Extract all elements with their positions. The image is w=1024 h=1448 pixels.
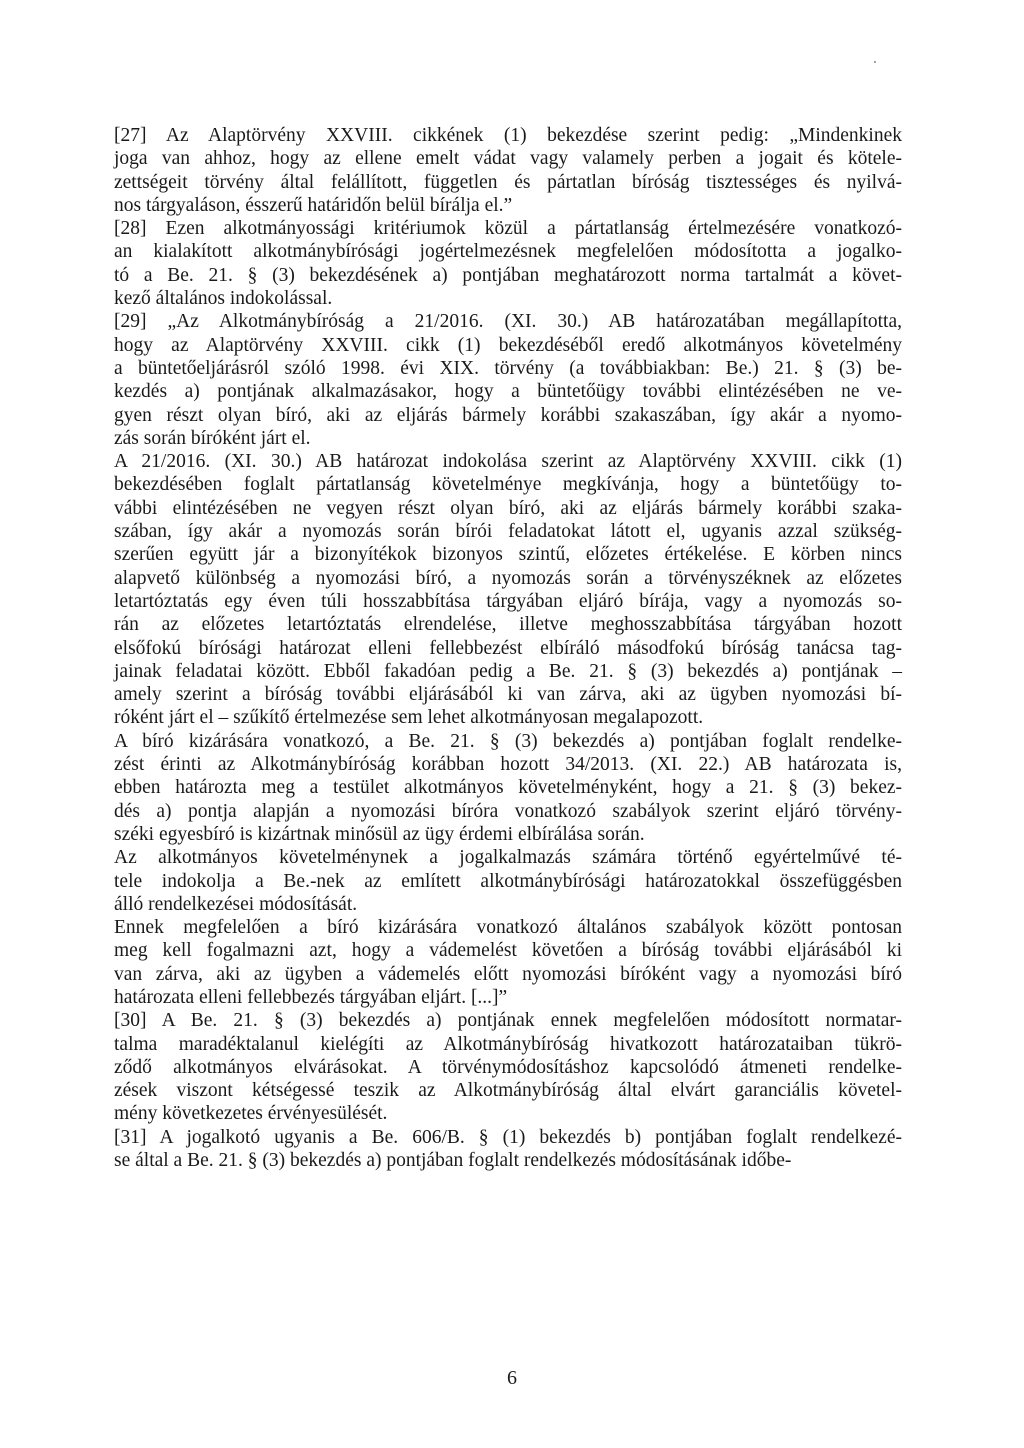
text-line: nos tárgyaláson, ésszerű határidőn belül bírálja el.” — [114, 194, 513, 216]
text-line: A 21/2016. (XI. 30.) AB határozat indokolása szerint az Alaptörvény XXVIII. cikk (1) — [114, 451, 902, 473]
text-line: tele indokolja a Be.-nek az említett alkotmánybírósági határozatokkal összefüggésben — [114, 870, 902, 892]
text-line: kezdés a) pontjának alkalmazásakor, hogy a büntetőügy további elintézésében ne ve- — [114, 381, 902, 403]
text-line: kező általános indokolással. — [114, 288, 333, 310]
scan-speck — [874, 61, 876, 63]
text-line: szerűen együtt jár a bizonyítékok bizonyos szintű, előzetes értékelése. E körben nincs — [114, 544, 902, 566]
text-line: van zárva, aki az ügyben a vádemelés előtt nyomozási bíróként vagy a nyomozási bíró — [114, 963, 902, 985]
text-line: meg kell fogalmazni azt, hogy a vádemelést követően a bíróság további eljárásából ki — [114, 940, 902, 962]
text-line: [27] Az Alaptörvény XXVIII. cikkének (1) bekezdése szerint pedig: „Mindenkinek — [114, 125, 902, 146]
text-line: Ennek megfelelően a bíró kizárására vonatkozó általános szabályok között pontosan — [114, 917, 902, 939]
text-line: A bíró kizárására vonatkozó, a Be. 21. § (3) bekezdés a) pontjában foglalt rendelke- — [114, 730, 902, 752]
text-line: [31] A jogalkotó ugyanis a Be. 606/B. § (1) bekezdés b) pontjában foglalt rendelkezé- — [114, 1126, 902, 1148]
text-line: mény következetes érvényesülését. — [114, 1103, 388, 1125]
text-line: an kialakított alkotmánybírósági jogértelmezésnek megfelelően módosította a jogalko- — [114, 241, 902, 263]
text-line: széki egyesbíró is kizártnak minősül az ügy érdemi elbírálása során. — [114, 823, 645, 845]
text-line: se által a Be. 21. § (3) bekezdés a) pontjában foglalt rendelkezés módosításának időbe- — [114, 1150, 792, 1172]
text-line: zést érinti az Alkotmánybíróság korábban hozott 34/2013. (XI. 22.) AB határozata is, — [114, 754, 902, 776]
text-line: gyen részt olyan bíró, aki az eljárás bármely korábbi szakaszában, így akár a nyomo- — [114, 404, 902, 426]
text-line: [28] Ezen alkotmányossági kritériumok közül a pártatlanság értelmezésére vonatkozó- — [114, 218, 902, 240]
text-line: elsőfokú bírósági határozat elleni fellebbezést elbíráló másodfokú bíróság tanácsa tag- — [114, 637, 902, 659]
text-line: bekezdésében foglalt pártatlanság követelménye megkívánja, hogy a büntetőügy to- — [114, 474, 902, 496]
text-line: letartóztatás egy éven túli hosszabbítása tárgyában eljáró bírája, vagy a nyomozás so- — [114, 590, 902, 612]
text-line: rán az előzetes letartóztatás elrendelése, illetve meghosszabbítása tárgyában hozott — [114, 614, 902, 636]
text-line: zések viszont kétségessé teszik az Alkotmánybíróság által elvárt garanciális követel- — [114, 1080, 902, 1102]
text-line: tó a Be. 21. § (3) bekezdésének a) pontjában meghatározott norma tartalmát a követ- — [114, 264, 902, 286]
text-line: határozata elleni fellebbezés tárgyában eljárt. [...]” — [114, 986, 508, 1008]
text-line: dés a) pontja alapján a nyomozási bíróra vonatkozó szabályok szerint eljáró törvény- — [114, 800, 902, 822]
text-line: [30] A Be. 21. § (3) bekezdés a) pontjának ennek megfelelően módosított normatar- — [114, 1010, 902, 1032]
text-line: a büntetőeljárásról szóló 1998. évi XIX. törvény (a továbbiakban: Be.) 21. § (3) be- — [114, 357, 902, 379]
text-line: jainak feladatai között. Ebből fakadóan pedig a Be. 21. § (3) bekezdés a) pontjának – — [114, 660, 902, 682]
text-line: vábbi elintézésében ne vegyen részt olyan bíró, aki az eljárás bármely korábbi szaka- — [114, 497, 902, 519]
text-line: hogy az Alaptörvény XXVIII. cikk (1) bekezdéséből eredő alkotmányos követelmény — [114, 334, 902, 356]
page-number: 6 — [507, 1367, 517, 1389]
text-line: zás során bíróként járt el. — [114, 427, 311, 449]
text-line: álló rendelkezései módosítását. — [114, 893, 358, 915]
text-line: ebben határozta meg a testület alkotmányos követelményként, hogy a 21. § (3) bekez- — [114, 777, 902, 799]
text-line: szában, így akár a nyomozás során bírói feladatokat látott el, ugyanis azzal szükség- — [114, 521, 902, 543]
text-line: zettségeit törvény által felállított, független és pártatlan bíróság tisztességes és nyilvá- — [114, 171, 902, 193]
text-line: joga van ahhoz, hogy az ellene emelt vádat vagy valamely perben a jogait és kötele- — [114, 148, 902, 170]
text-line: alapvető különbség a nyomozási bíró, a nyomozás során a törvényszéknek az előzetes — [114, 567, 902, 589]
text-line: róként járt el – szűkítő értelmezése sem lehet alkotmányosan megalapozott. — [114, 707, 704, 729]
text-line: [29] „Az Alkotmánybíróság a 21/2016. (XI. 30.) AB határozatában megállapította, — [114, 311, 902, 333]
text-line: ződő alkotmányos elvárásokat. A törvénymódosításhoz kapcsolódó átmeneti rendelke- — [114, 1056, 902, 1078]
text-line: Az alkotmányos követelménynek a jogalkalmazás számára történő egyértelművé té- — [114, 847, 902, 869]
text-line: amely szerint a bíróság további eljárásából ki van zárva, aki az ügyben nyomozási bí- — [114, 684, 902, 706]
document-body — [114, 124, 902, 1172]
text-line: talma maradéktalanul kielégíti az Alkotmánybíróság hivatkozott határozataiban tükrö- — [114, 1033, 902, 1055]
